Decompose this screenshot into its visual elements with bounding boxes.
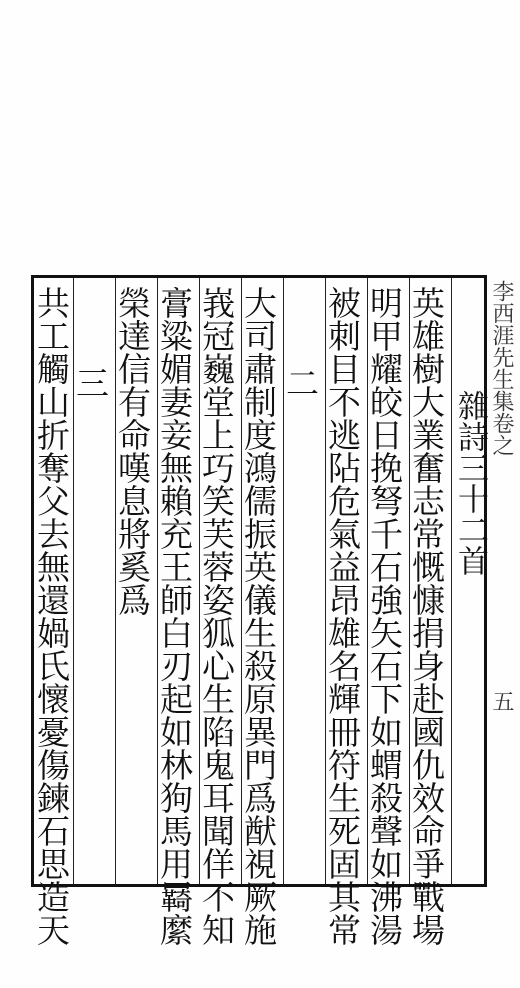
- text-column: 榮達信有命嘆息將奚爲: [113, 286, 152, 616]
- text-column: 大司肅制度鴻儒振英儀生殺原異門爲猷視厥施: [239, 286, 278, 946]
- text-column: 英雄樹大業奮志常慨慷捐身赴國仇效命爭戰場: [407, 286, 446, 946]
- poem-number: 三: [71, 366, 110, 399]
- text-column: 峩冠巍堂上巧笑芙蓉姿狐心生陷鬼耳聞佯不知: [197, 286, 236, 946]
- text-column: 被刺目不逃阽危氣益昂雄名輝冊符生死固其常: [323, 286, 362, 946]
- poem-number: 二: [281, 366, 320, 399]
- poem-heading: 雜詩三十二首: [452, 390, 488, 576]
- column-rule: [451, 278, 452, 884]
- text-column: 明甲耀皎日挽弩千石強矢石下如蝟殺聲如沸湯: [365, 286, 404, 946]
- margin-page-number: 五: [489, 690, 514, 712]
- text-column: 膏粱媚妻妾無賴充王師白刃起如林狗馬用羇縻: [155, 286, 194, 946]
- text-frame: [31, 275, 488, 946]
- text-column: 共工觸山折奪父去無還媧氏懷憂傷鍊石思造天: [32, 286, 71, 946]
- margin-book-title: 李西涯先生集卷之: [489, 280, 514, 456]
